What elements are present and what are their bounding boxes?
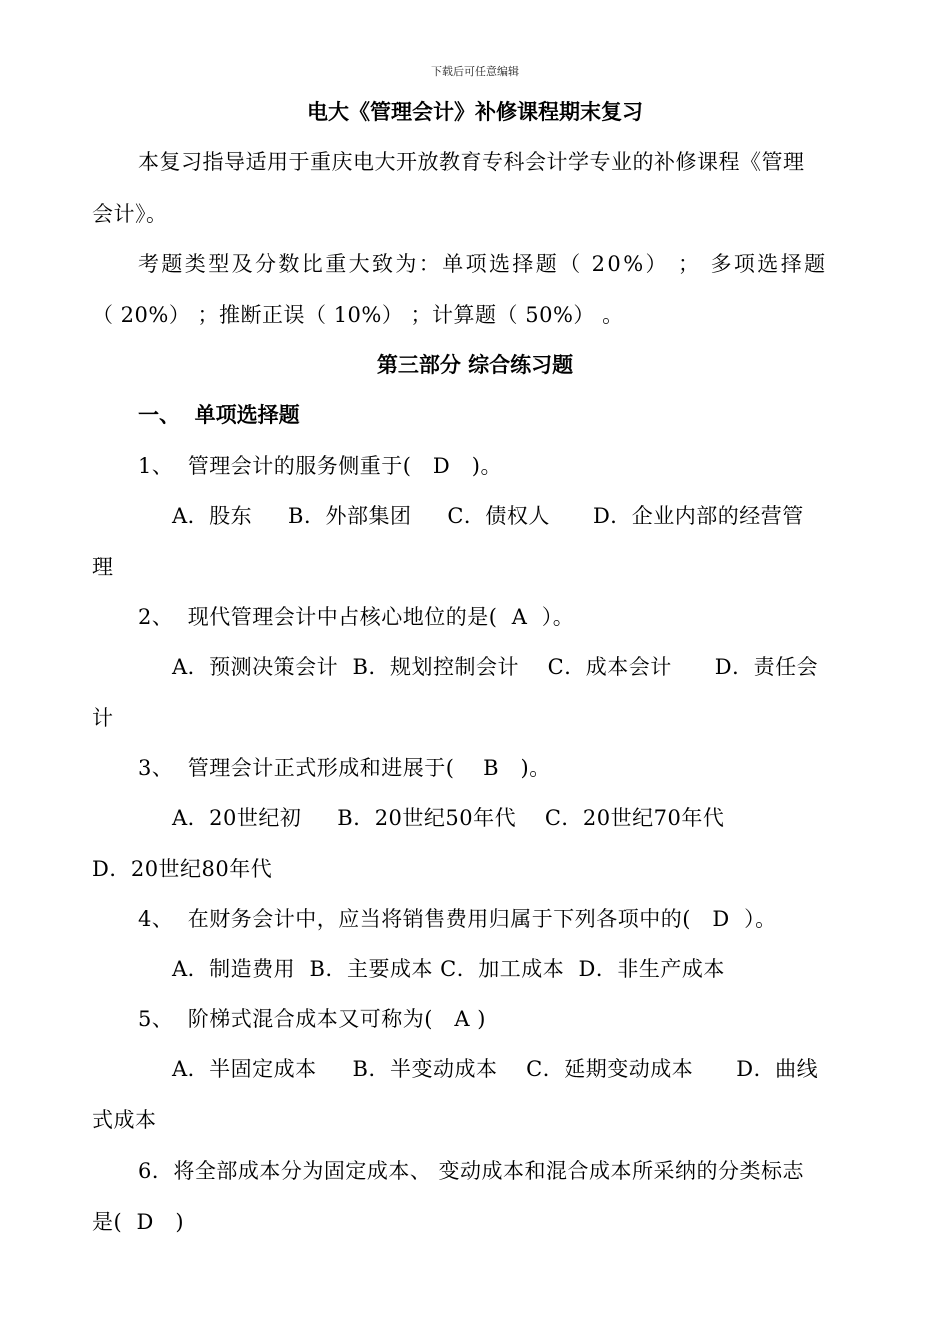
question-1-options: A．股东 B．外部集团 C．债权人 D．企业内部的经营管 <box>172 504 804 528</box>
question-5-options: A．半固定成本 B．半变动成本 C．延期变动成本 D．曲线 <box>172 1057 819 1081</box>
question-3-stem: 3、 管理会计正式形成和进展于( B )。 <box>138 756 551 780</box>
intro-line-3: 考题类型及分数比重大致为：单项选择题（ 20%） ； 多项选择题 <box>138 252 828 276</box>
question-1-stem: 1、 管理会计的服务侧重于( D )。 <box>138 454 502 478</box>
intro-line-1: 本复习指导适用于重庆电大开放教育专科会计学专业的补修课程《管理 <box>138 150 805 174</box>
section-heading: 一、 单项选择题 <box>138 403 300 427</box>
question-5-options-wrap: 式成本 <box>92 1108 157 1132</box>
question-4-stem: 4、 在财务会计中，应当将销售费用归属于下列各项中的( D ）。 <box>138 907 777 931</box>
question-2-stem: 2、 现代管理会计中占核心地位的是( A ）。 <box>138 605 575 629</box>
question-2-options-wrap: 计 <box>92 706 114 730</box>
question-2-options: A．预测决策会计 B．规划控制会计 C．成本会计 D．责任会 <box>172 655 819 679</box>
question-6-stem: 6．将全部成本分为固定成本、 变动成本和混合成本所采纳的分类标志 <box>138 1159 805 1183</box>
part-heading: 第三部分 综合练习题 <box>376 353 574 377</box>
question-3-options: A．20世纪初 B．20世纪50年代 C．20世纪70年代 <box>172 806 725 830</box>
question-6-stem-wrap: 是( D ) <box>92 1210 185 1234</box>
question-3-options-wrap: D．20世纪80年代 <box>92 857 273 881</box>
question-1-options-wrap: 理 <box>92 555 114 579</box>
header-note: 下载后可任意编辑 <box>431 65 519 78</box>
intro-line-2: 会计》。 <box>92 202 168 226</box>
document-title: 电大《管理会计》补修课程期末复习 <box>307 100 643 124</box>
question-4-options: A．制造费用 B．主要成本 C．加工成本 D．非生产成本 <box>172 957 725 981</box>
intro-line-4: （ 20%） ；推断正误（ 10%） ；计算题（ 50%） 。 <box>92 303 624 327</box>
question-5-stem: 5、 阶梯式混合成本又可称为( A ) <box>138 1007 486 1031</box>
